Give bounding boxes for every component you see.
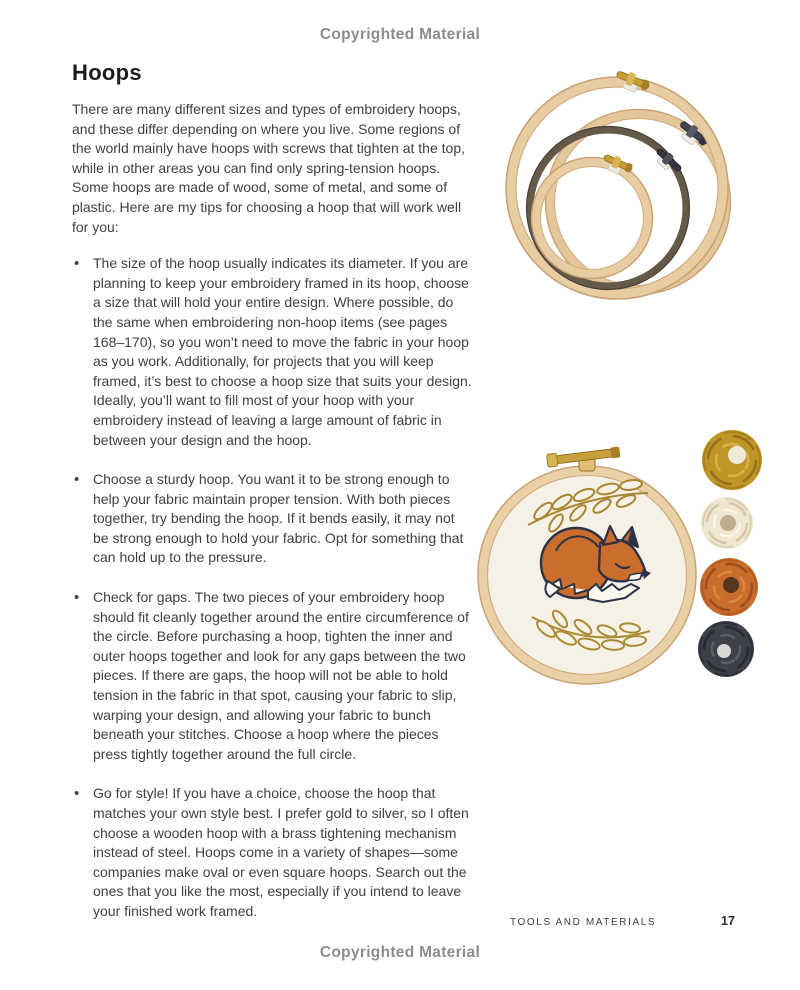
intro-paragraph: There are many different sizes and types of embroidery hoops, and these differ depending on where you live. Some regions of the world mainly have hoops with screws that tighten at the top, while in other areas you can find only spring-tension hoops. Some hoops are made of wood, some of metal, and some of plastic. Here are my tips for choosing a hoop that will work well for you:	[72, 101, 465, 235]
page-number: 17	[721, 914, 735, 928]
page-title: Hoops	[72, 60, 142, 85]
article-column	[72, 60, 472, 942]
fox-embroidery-icon	[541, 526, 651, 602]
tip-item-size: • The size of the hoop usually indicates its diameter. If you are planning to keep your embroidery framed in its hoop, choose a size that will hold your entire design. Where possible, do the same when embroidering non-hoop items (see pages 168–170), so you won’t need to move the fabric in your hoop as you work. Additionally, for projects that you will keep framed, it’s best to choose a hoop size that suits your design. Ideally, you’ll want to fill most of your hoop with your embroidery instead of leaving a large amount of fabric in between your design and the hoop.	[72, 254, 472, 450]
copyright-watermark-bottom: Copyrighted Material	[319, 944, 481, 961]
fox-hoop-screw-icon	[547, 446, 621, 471]
running-header: TOOLS AND MATERIALS	[510, 917, 657, 928]
skein-cream-icon	[696, 492, 758, 554]
tip-item-sturdy: • Choose a sturdy hoop. You want it to be strong enough to help your fabric maintain proper tension. With both pieces together, try bending the hoop. If it bends easily, it may not be strong enough to hold your fabric. Opt for something that can hold up to the pressure.	[72, 470, 472, 568]
fox-photo	[460, 423, 800, 698]
tip-item-style: • Go for style! If you have a choice, choose the hoop that matches your own style best. I prefer gold to silver, so I often choose a wooden hoop with a brass tightening mechanism instead of steel. Hoops come in a variety of shapes—some companies make oval or even square hoops. Search out the ones that you like the most, especially if you intend to leave your finished work framed.	[72, 784, 472, 921]
fox-photo-illustration	[460, 423, 800, 698]
skein-charcoal-icon	[690, 613, 762, 685]
skein-mustard-icon	[694, 423, 770, 498]
page-footer	[0, 914, 800, 934]
tip-item-gaps: • Check for gaps. The two pieces of your embroidery hoop should fit cleanly together around the entire circumference of the circle. Before purchasing a hoop, tighten the inner and outer hoops together and look for any gaps between the two pieces. If there are gaps, the hoop will not be able to hold tension in the fabric in that spot, causing your fabric to slip, warping your design, and allowing your fabric to bunch beneath your stitches. Choose a hoop where the pieces press tightly together around the full circle.	[72, 588, 472, 764]
tips-list	[72, 254, 472, 921]
hoops-photo-illustration	[490, 60, 790, 380]
skein-orange-icon	[691, 549, 767, 625]
copyright-watermark-top: Copyrighted Material	[319, 26, 481, 43]
hoops-photo	[490, 60, 790, 380]
